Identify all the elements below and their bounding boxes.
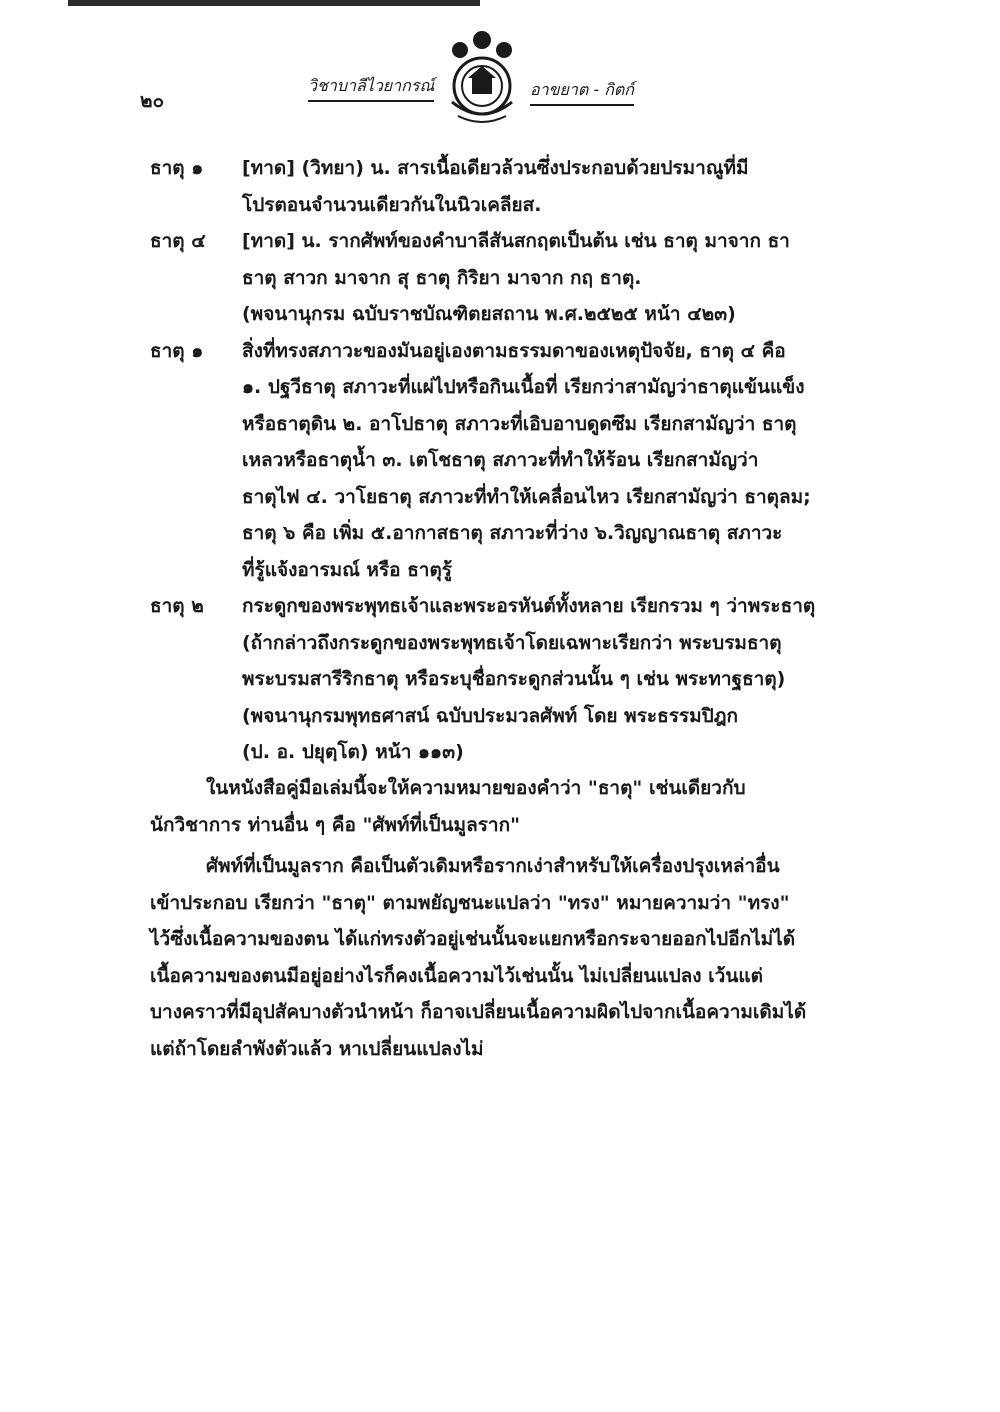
- body-paragraph: [150, 848, 850, 1067]
- entry-line: พระบรมสารีริกธาตุ หรือระบุชื่อกระดูกส่วนนั้น ๆ เช่น พระทาฐธาตุ): [242, 668, 786, 690]
- entry-line: ธาตุ สาวก มาจาก สุ ธาตุ กิริยา มาจาก กฤ ธาตุ.: [242, 266, 642, 289]
- definition-entry: [150, 150, 850, 223]
- entry-line: ๑. ปฐวีธาตุ สภาวะที่แผ่ไปหรือกินเนื้อที่ เรียกว่าสามัญว่าธาตุแข้นแข็ง: [242, 376, 805, 398]
- entry-line: ที่รู้แจ้งอารมณ์ หรือ ธาตุรู้: [242, 558, 453, 581]
- paragraph-line: บางคราวที่มีอุปสัคบางตัวนำหน้า ก็อาจเปลี่ยนเนื้อความผิดไปจากเนื้อความเดิมได้: [150, 1001, 807, 1023]
- entry-line: (พจนานุกรมพุทธศาสน์ ฉบับประมวลศัพท์ โดย พระธรรมปิฎก: [242, 704, 738, 727]
- entry-term: ธาตุ ๔: [150, 230, 206, 252]
- entry-line: ธาตุไฟ ๔. วาโยธาตุ สภาวะที่ทำให้เคลื่อนไหว เรียกสามัญว่า ธาตุลม;: [242, 485, 811, 508]
- entry-line: หรือธาตุดิน ๒. อาโปธาตุ สภาวะที่เอิบอาบดูดซึม เรียกสามัญว่า ธาตุ: [242, 412, 797, 435]
- paragraph-line: ในหนังสือคู่มือเล่มนี้จะให้ความหมายของคำว่า "ธาตุ" เช่นเดียวกับ: [206, 777, 746, 799]
- entry-line: (ถ้ากล่าวถึงกระดูกของพระพุทธเจ้าโดยเฉพาะเรียกว่า พระบรมธาตุ: [242, 631, 782, 654]
- body-paragraph: [150, 770, 850, 843]
- paragraph-line: เข้าประกอบ เรียกว่า "ธาตุ" ตามพยัญชนะแปลว่า "ทรง" หมายความว่า "ทรง": [150, 891, 790, 914]
- entry-term: ธาตุ ๑: [150, 339, 204, 362]
- institution-logo-icon: [440, 30, 524, 130]
- page-number: ๒๐: [140, 90, 165, 112]
- definition-entry: [150, 333, 850, 589]
- entry-line: กระดูกของพระพุทธเจ้าและพระอรหันต์ทั้งหลาย เรียกรวม ๆ ว่าพระธาตุ: [242, 595, 816, 617]
- paragraph-line: เนื้อความของตนมีอยู่อย่างไรก็คงเนื้อความไว้เช่นนั้น ไม่เปลี่ยนแปลง เว้นแต่: [150, 964, 763, 987]
- paragraph-line: แต่ถ้าโดยลำพังตัวแล้ว หาเปลี่ยนแปลงไม่: [150, 1037, 484, 1060]
- definition-entry: [150, 588, 850, 771]
- paragraph-line: ไว้ซึ่งเนื้อความของตน ได้แก่ทรงตัวอยู่เช่นนั้นจะแยกหรือกระจายออกไปอีกไม่ได้: [150, 928, 796, 950]
- entry-line: [ทาด] (วิทยา) น. สารเนื้อเดียวล้วนซึ่งประกอบด้วยปรมาณูที่มี: [242, 157, 749, 179]
- running-head-left: วิชาบาลีไวยากรณ์: [308, 74, 434, 102]
- definition-list: [150, 150, 850, 771]
- entry-line: [ทาด] น. รากศัพท์ของคำบาลีสันสกฤตเป็นต้น เช่น ธาตุ มาจาก ธา: [242, 230, 790, 252]
- definition-entry: [150, 223, 850, 333]
- entry-line: เหลวหรือธาตุน้ำ ๓. เตโชธาตุ สภาวะที่ทำให้ร้อน เรียกสามัญว่า: [242, 449, 759, 471]
- entry-line: (พจนานุกรม ฉบับราชบัณฑิตยสถาน พ.ศ.๒๕๒๕ หน้า ๔๒๓): [242, 303, 736, 325]
- entry-term: ธาตุ ๑: [150, 157, 204, 179]
- entry-line: โปรตอนจำนวนเดียวกันในนิวเคลียส.: [242, 193, 542, 216]
- running-head-right: อาขยาต - กิตก์: [530, 78, 634, 106]
- entry-line: สิ่งที่ทรงสภาวะของมันอยู่เองตามธรรมดาของเหตุปัจจัย, ธาตุ ๔ คือ: [242, 339, 786, 362]
- entry-term: ธาตุ ๒: [150, 595, 204, 617]
- entry-line: (ป. อ. ปยุตฺโต) หน้า ๑๑๓): [242, 741, 464, 763]
- entry-line: ธาตุ ๖ คือ เพิ่ม ๕.อากาสธาตุ สภาวะที่ว่าง ๖.วิญญาณธาตุ สภาวะ: [242, 522, 783, 544]
- paragraph-line: ศัพท์ที่เป็นมูลราก คือเป็นตัวเดิมหรือรากเง่าสำหรับให้เครื่องปรุงเหล่าอื่น: [206, 855, 780, 877]
- paragraph-line: นักวิชาการ ท่านอื่น ๆ คือ "ศัพท์ที่เป็นมูลราก": [150, 813, 520, 836]
- page-header: [0, 0, 1000, 140]
